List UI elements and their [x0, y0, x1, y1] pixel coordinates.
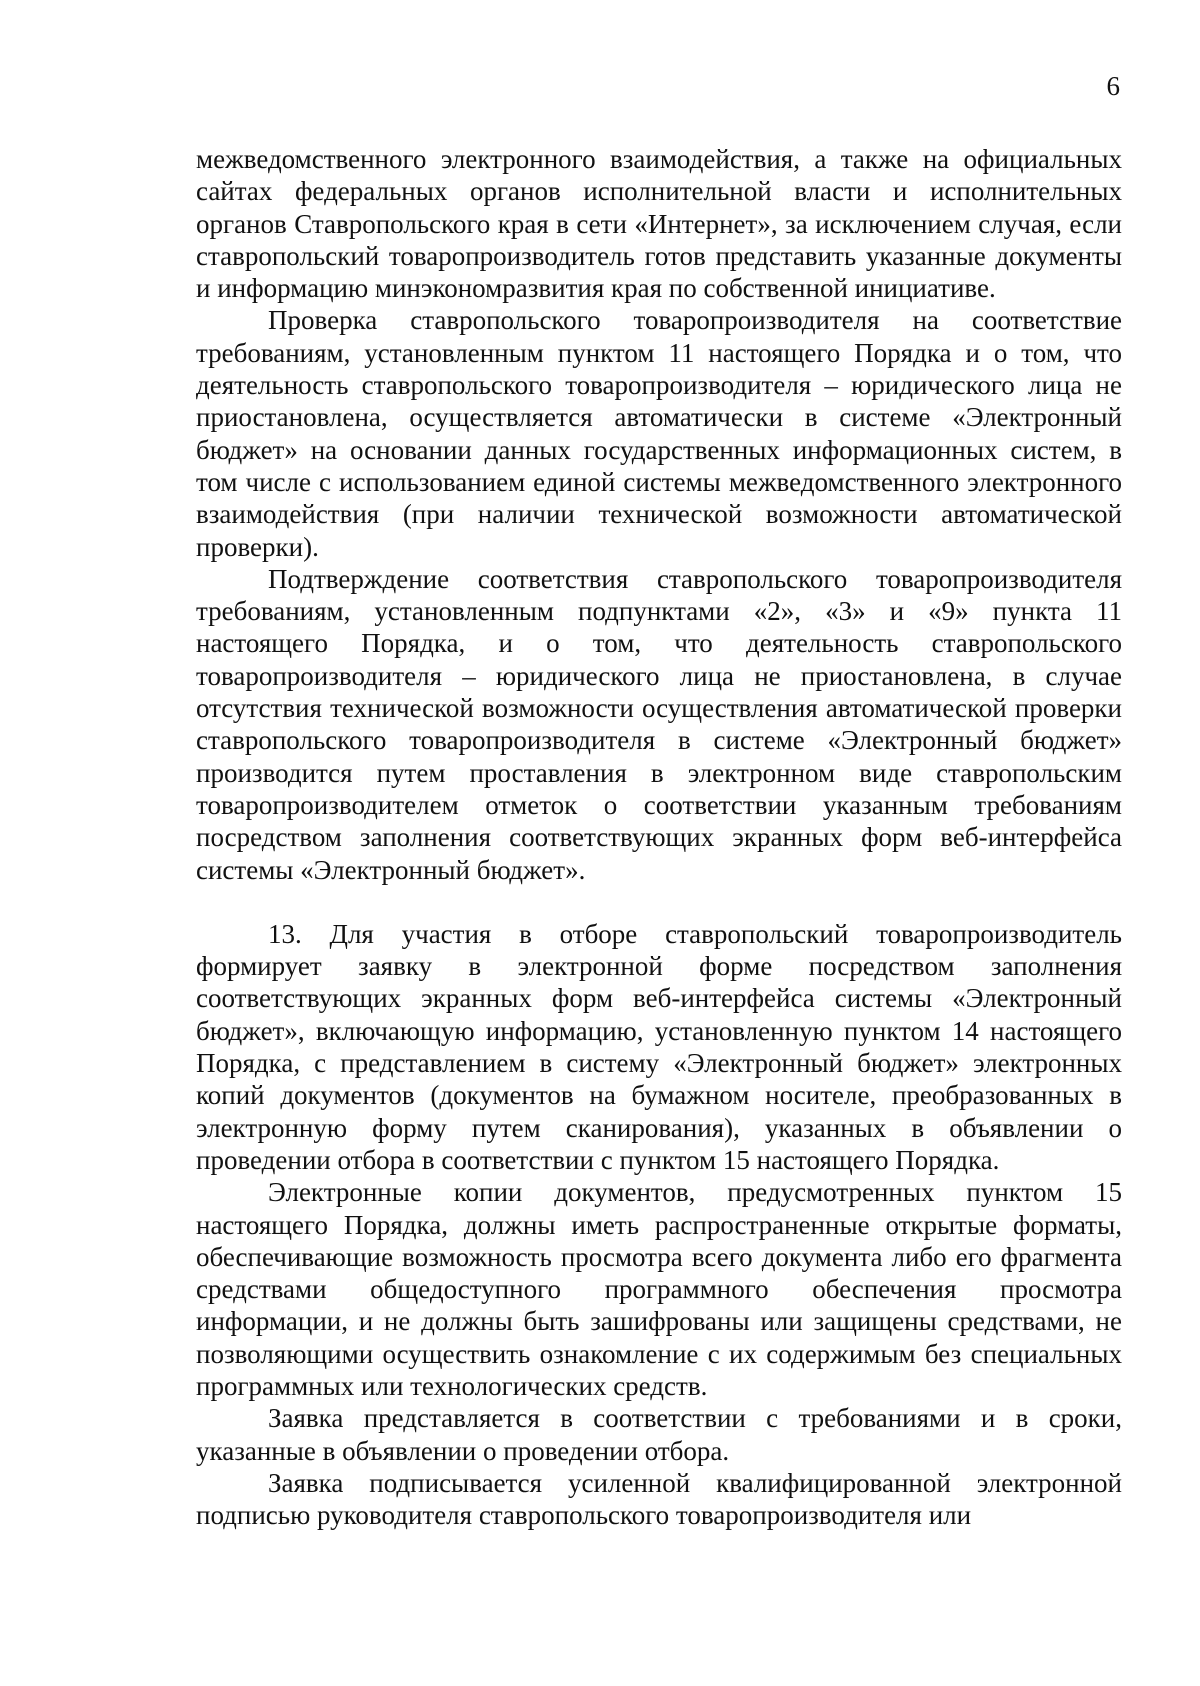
paragraph-application-submission: Заявка представляется в соответствии с требованиями и в сроки, указанные в объявлении о проведении отбора.	[196, 1403, 1122, 1466]
paragraph-item-13: 13. Для участия в отборе ставропольский товаропроизводитель формирует заявку в электронной форме посредством заполнения соответствующих экранных форм веб-интерфейса системы «Электронный бюджет», включающую информацию, установленную пунктом 14 настоящего Порядка, с представлением в систему «Электронный бюджет» электронных копий документов (документов на бумажном носителе, преобразованных в электронную форму путем сканирования), указанных в объявлении о проведении отбора в соответствии с пунктом 15 настоящего Порядка.	[196, 918, 1122, 1175]
page-number: 6	[1106, 71, 1120, 101]
paragraph-application-signature: Заявка подписывается усиленной квалифицированной электронной подписью руководителя ставропольского товаропроизводителя или	[196, 1467, 1122, 1531]
paragraph-continuation: межведомственного электронного взаимодействия, а также на официальных сайтах федеральных органов исполнительной власти и исполнительных органов Ставропольского края в сети «Интернет», за исключением случая, если ставропольский товаропроизводитель готов представить указанные документы и информацию минэкономразвития края по собственной инициативе.	[196, 144, 1122, 304]
paragraph-confirmation: Подтверждение соответствия ставропольского товаропроизводителя требованиям, установленным подпунктами «2», «3» и «9» пункта 11 настоящего Порядка, и о том, что деятельность ставропольского товаропроизводителя – юридического лица не приостановлена, в случае отсутствия технической возможности осуществления автоматической проверки ставропольского товаропроизводителя в системе «Электронный бюджет» производится путем проставления в электронном виде ставропольским товаропроизводителем отметок о соответствии указанным требованиям посредством заполнения соответствующих экранных форм веб-интерфейса системы «Электронный бюджет».	[196, 563, 1122, 885]
document-body	[196, 143, 1122, 1531]
paragraph-electronic-copies: Электронные копии документов, предусмотренных пунктом 15 настоящего Порядка, должны иметь распространенные открытые форматы, обеспечивающие возможность просмотра всего документа либо его фрагмента средствами общедоступного программного обеспечения просмотра информации, и не должны быть зашифрованы или защищены средствами, не позволяющими осуществить ознакомление с их содержимым без специальных программных или технологических средств.	[196, 1177, 1122, 1401]
paragraph-verification: Проверка ставропольского товаропроизводителя на соответствие требованиям, установленным пунктом 11 настоящего Порядка и о том, что деятельность ставропольского товаропроизводителя – юридического лица не приостановлена, осуществляется автоматически в системе «Электронный бюджет» на основании данных государственных информационных систем, в том числе с использованием единой системы межведомственного электронного взаимодействия (при наличии технической возможности автоматической проверки).	[196, 305, 1122, 562]
